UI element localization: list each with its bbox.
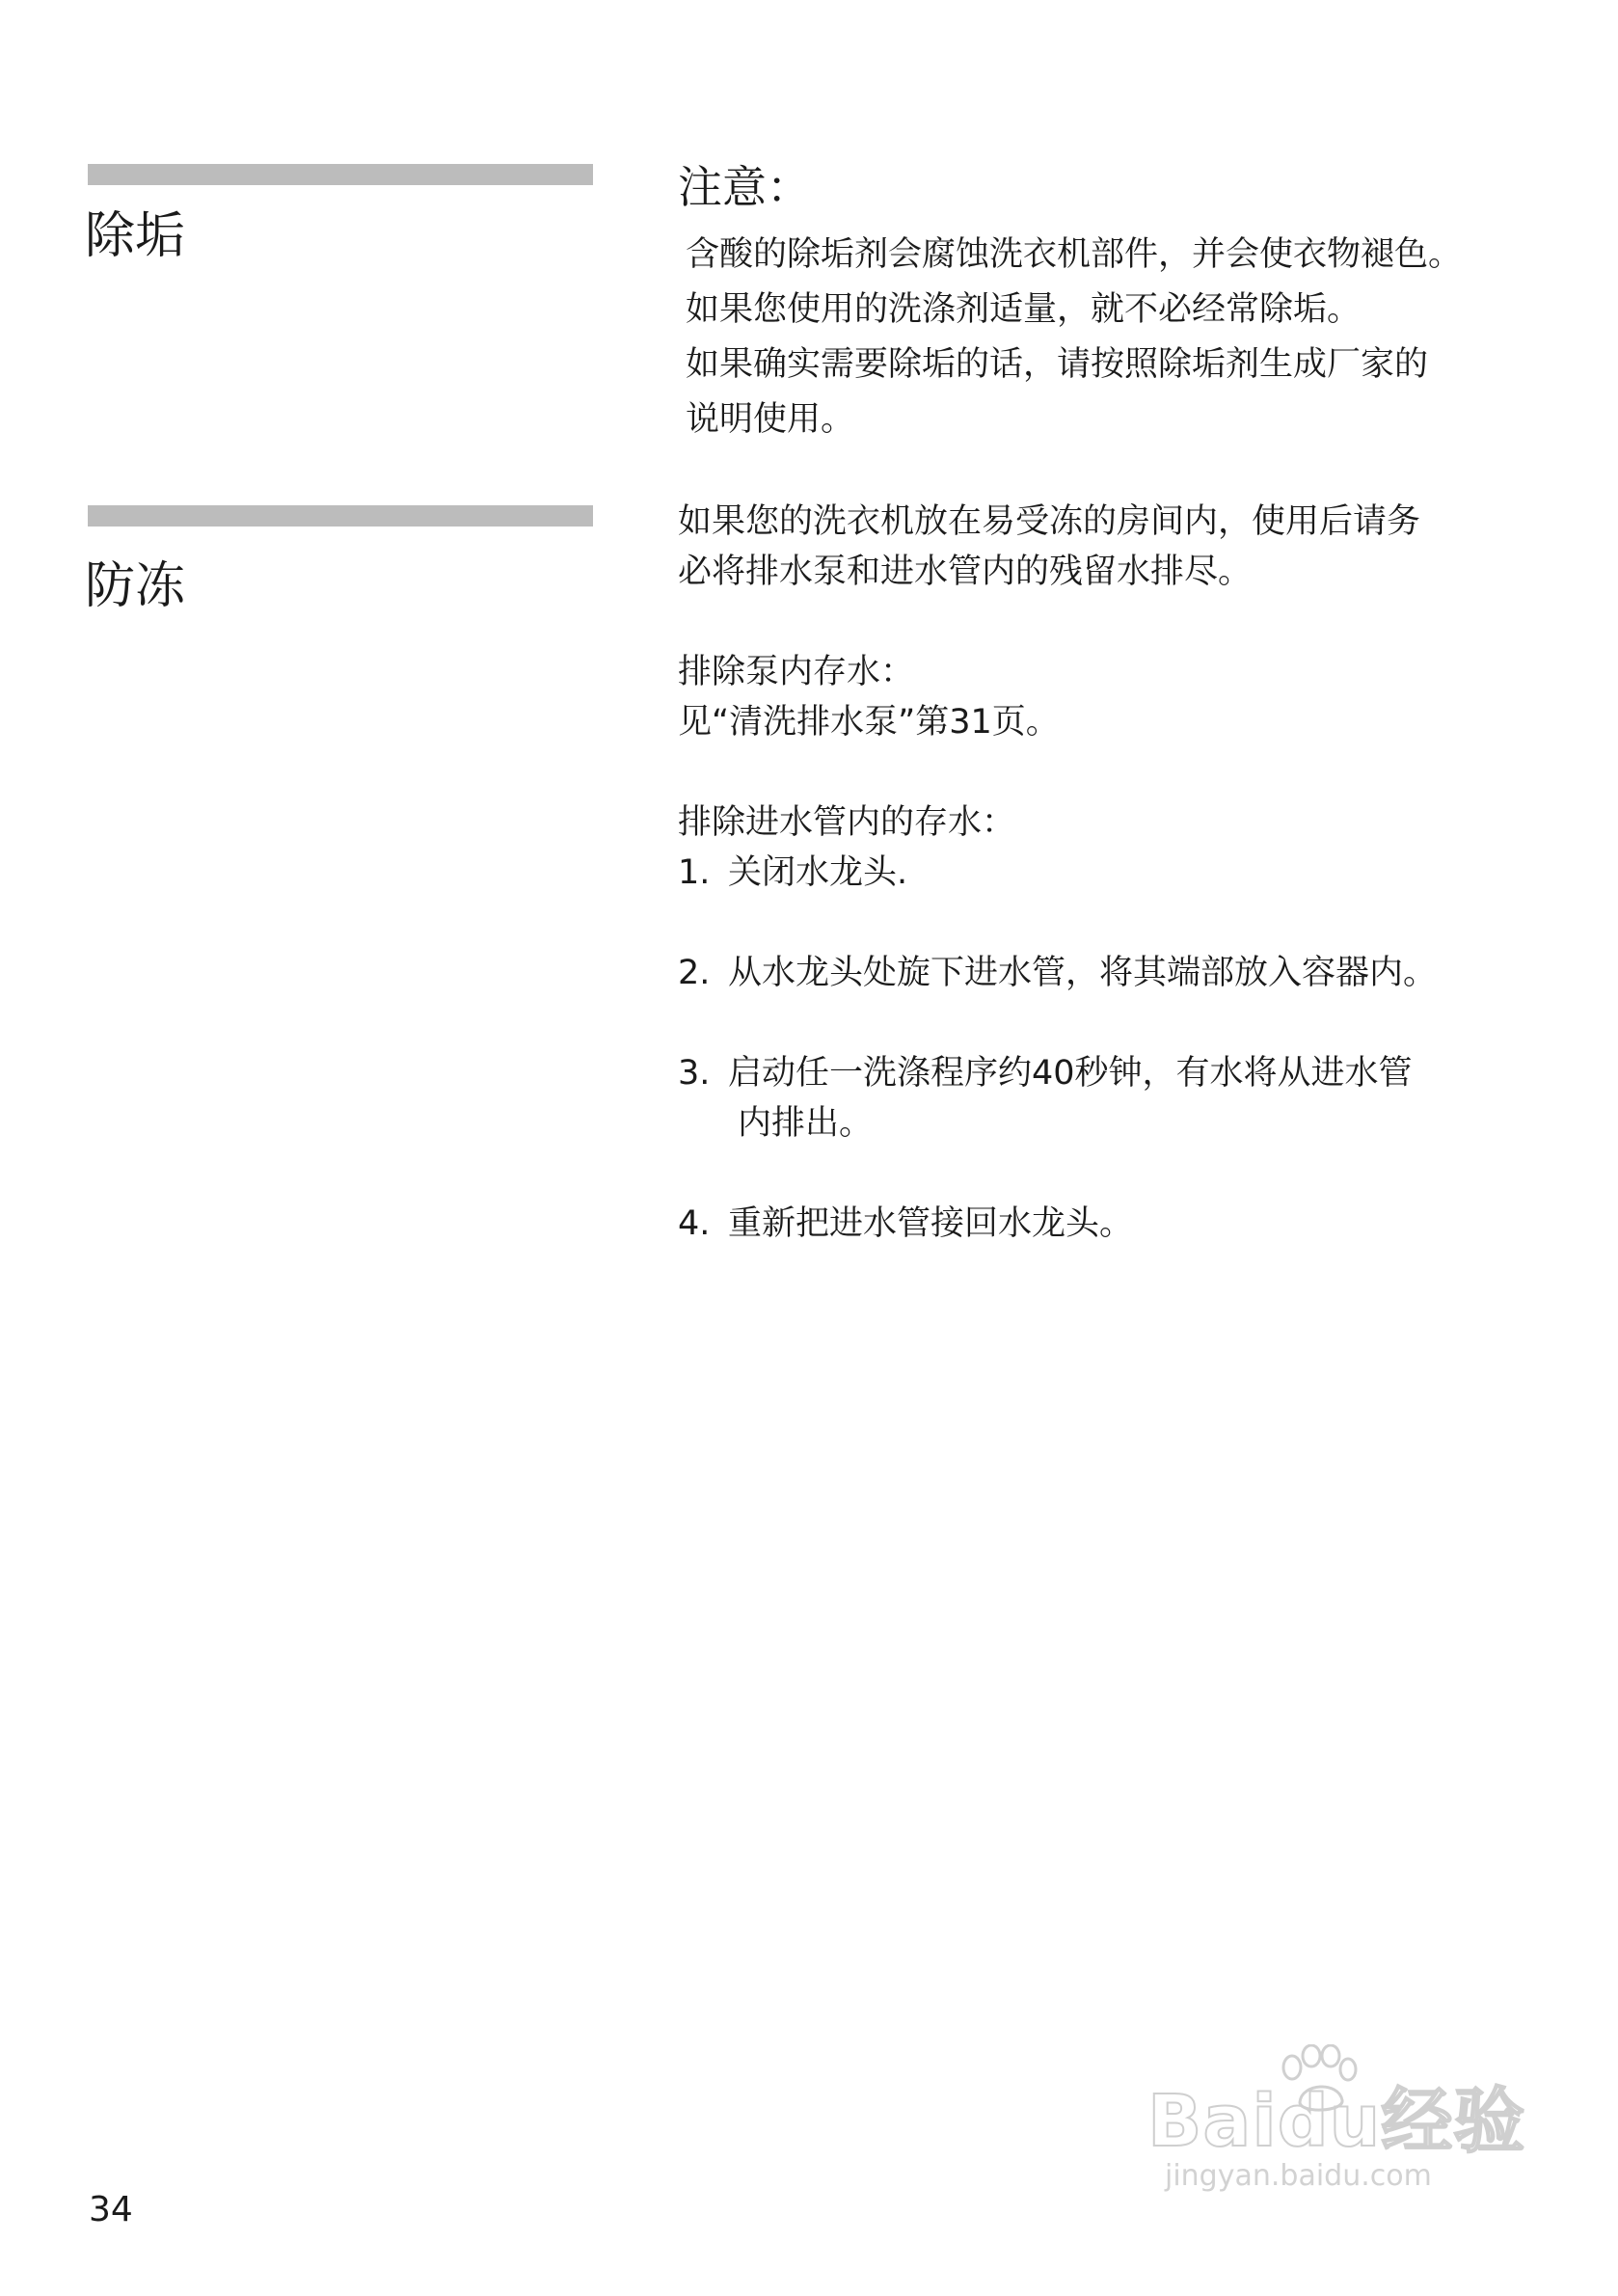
hose-step [678, 1048, 1565, 1098]
step-text: 关闭水龙头. [728, 853, 908, 892]
step-text: 重新把进水管接回水龙头。 [728, 1204, 1134, 1243]
note-title: 注意： [678, 161, 811, 213]
step-number: 4. [678, 1204, 711, 1243]
descaling-section-bar [88, 164, 593, 185]
pump-text: 见“清洗排水泵”第31页。 [678, 703, 1060, 742]
antifreeze-section-bar [88, 505, 593, 527]
antifreeze-intro-line: 必将排水泵和进水管内的残留水排尽。 [678, 553, 1253, 591]
hose-step [678, 1199, 1565, 1249]
descaling-line: 含酸的除垢剂会腐蚀洗衣机部件，并会使衣物褪色。 [686, 235, 1463, 274]
watermark-main-text: Baidu经验 [1147, 2080, 1526, 2163]
step-text-continued: 内排出。 [738, 1104, 874, 1143]
descaling-content [678, 160, 1565, 447]
descaling-section-title: 除垢 [85, 207, 186, 265]
step-text: 启动任一洗涤程序约40秒钟，有水将从进水管 [728, 1054, 1413, 1093]
step-number: 1. [678, 853, 711, 892]
descaling-line: 说明使用。 [686, 400, 855, 439]
hose-heading: 排除进水管内的存水： [678, 803, 1016, 842]
watermark-url: jingyan.baidu.com [1165, 2159, 1432, 2193]
step-number: 3. [678, 1054, 711, 1093]
antifreeze-section-title: 防冻 [85, 557, 186, 615]
antifreeze-intro-line: 如果您的洗衣机放在易受冻的房间内，使用后请务 [678, 502, 1421, 541]
page-number: 34 [89, 2190, 133, 2229]
baidu-watermark [1147, 2044, 1552, 2193]
step-text: 从水龙头处旋下进水管，将其端部放入容器内。 [728, 954, 1438, 992]
descaling-line: 如果确实需要除垢的话，请按照除垢剂生成厂家的 [686, 345, 1429, 384]
descaling-line: 如果您使用的洗涤剂适量，就不必经常除垢。 [686, 290, 1362, 329]
hose-step [678, 848, 1565, 898]
hose-step [678, 948, 1565, 998]
step-number: 2. [678, 954, 711, 992]
pump-heading: 排除泵内存水： [678, 653, 915, 691]
antifreeze-content [678, 497, 1565, 1249]
